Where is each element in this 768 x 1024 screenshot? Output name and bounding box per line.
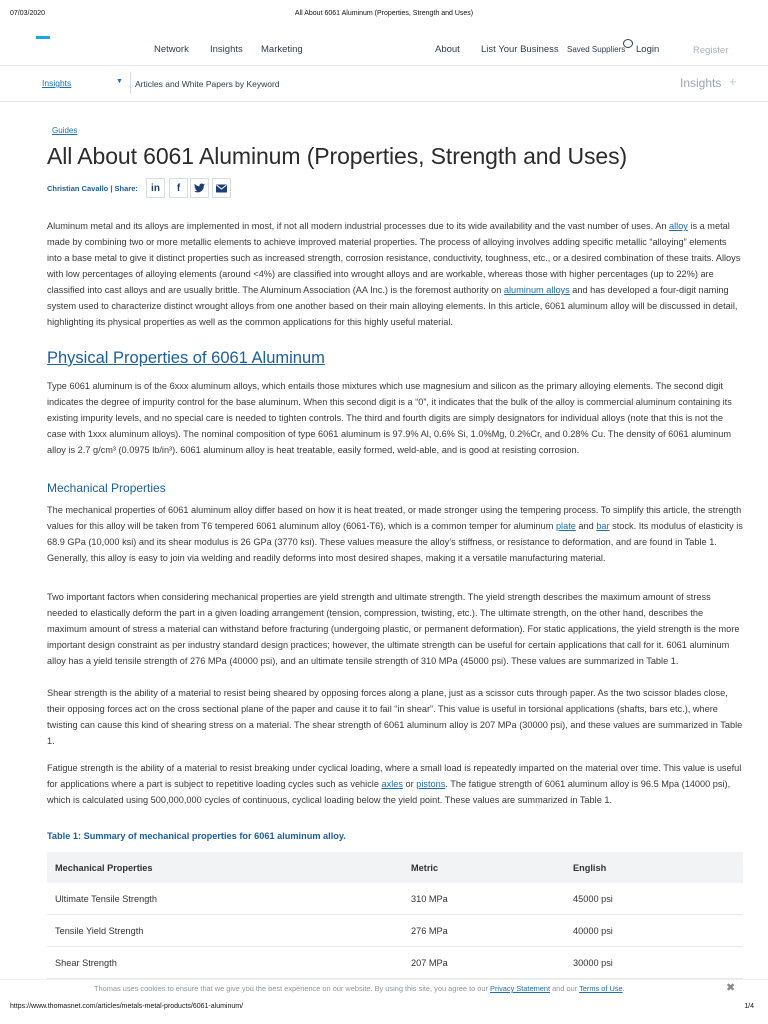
twitter-share-button[interactable]: [190, 178, 209, 198]
terms-of-use-link[interactable]: Terms of Use: [579, 984, 623, 993]
nav-saved-suppliers[interactable]: Saved Suppliers: [567, 45, 626, 54]
table-row: [47, 883, 743, 915]
mechanical-paragraph-4: [47, 760, 743, 808]
table-row: [47, 947, 743, 979]
chevron-down-icon[interactable]: ▼: [116, 78, 123, 85]
aluminum-alloys-link[interactable]: aluminum alloys: [503, 285, 570, 295]
table-header-cell: English: [573, 862, 607, 873]
cookie-and: and our: [550, 984, 580, 993]
mech-text-6: . The fatigue strength of 6061 aluminum alloy is 96.5 Mpa (14000 psi), which is calculated using 500,000,000 cycles of continuous, cyclical loading below the yield point. These values are summarized in Table 1.: [47, 779, 731, 805]
mechanical-paragraph-2: Two important factors when considering mechanical properties are yield strength and ultimate strength. The yield strength describes the maximum amount of stress needed to elastically deform the part in a given loading arrangement (tension, compression, twisting, etc.). The ultimate strength, on the other hand, describes the maximum amount of stress a material can withstand before fracturing (undergoing plastic, or permanent deformation). For static applications, the yield strength is the more important design constraint as per industry standard design practices; however, the ultimate strength can be useful for certain applications that call for it. 6061 aluminum alloy has a yield tensile strength of 276 MPa (40000 psi), and an ultimate tensile strength of 310 MPa (45000 psi). These values are summarized in Table 1.: [47, 592, 740, 666]
print-title: All About 6061 Aluminum (Properties, Strength and Uses): [294, 10, 474, 17]
email-share-button[interactable]: [212, 178, 231, 198]
intro-text-2: is a metal made by combining two or more metallic elements to achieve improved material properties. The process of alloying involves adding specific metallic “alloying” elements into a base metal to give it distinct properties such as increased strength, corrosion resistance, conductivity, toughness, etc., or a desired combination of these traits. Alloys with low percentages of alloying elements (around <4%) are classified into wrought alloys and are workable, whereas those with higher percentages (up to 22%) are classified into cast alloys and are usually brittle. The Aluminum Association (AA Inc.) is the foremost authority on: [47, 221, 741, 295]
intro-text-3: and has developed a four-digit naming system used to characterize distinct wrought alloys from one another based on their main alloying elements. In this article, 6061 aluminum alloy will be discussed in detail, highlighting its physical properties as well as the common applications for this highly useful material.: [47, 285, 738, 327]
facebook-icon: f: [176, 182, 181, 194]
nav-register[interactable]: Register: [693, 45, 729, 56]
plus-icon[interactable]: +: [729, 74, 737, 89]
privacy-statement-link[interactable]: Privacy Statement: [490, 984, 551, 993]
author-line: [47, 184, 138, 193]
table-cell: 310 MPa: [411, 893, 448, 904]
author-name[interactable]: Christian Cavallo: [47, 184, 109, 193]
mech-text-2: and: [575, 521, 597, 531]
table-cell: Tensile Yield Strength: [55, 925, 144, 936]
linkedin-share-button[interactable]: [146, 178, 165, 198]
cookie-message: [94, 984, 625, 993]
saved-count-icon: [623, 39, 633, 48]
nav-about[interactable]: About: [435, 44, 460, 55]
nav-network[interactable]: Network: [154, 44, 189, 55]
table-caption: Table 1: Summary of mechanical properties for 6061 aluminum alloy.: [47, 831, 346, 841]
nav-list-business[interactable]: List Your Business: [481, 44, 559, 55]
table-row: [47, 915, 743, 947]
table-cell: 207 MPa: [411, 957, 448, 968]
breadcrumb-guides[interactable]: Guides: [52, 126, 78, 135]
linkedin-icon: in: [151, 182, 160, 194]
properties-table: [47, 852, 743, 979]
mechanical-paragraph-1: [47, 502, 743, 566]
mech-text-1: The mechanical properties of 6061 aluminum alloy differ based on how it is heat treated, or made stronger using the tempering process. To simplify this article, the strength values for this alloy will be taken from T6 tempered 6061 aluminum alloy (6061-T6), which is a common temper for aluminum: [47, 505, 742, 531]
bar-link[interactable]: bar: [596, 521, 610, 531]
mechanical-properties-heading: Mechanical Properties: [47, 481, 166, 495]
table-cell: 45000 psi: [573, 893, 613, 904]
subnav-divider: [130, 72, 131, 94]
close-icon[interactable]: ✖: [726, 982, 736, 994]
nav-login[interactable]: Login: [636, 44, 660, 55]
table-header-row: [47, 852, 743, 883]
mech-text-5: or: [402, 779, 417, 789]
mech-text-3: stock. Its modulus of elasticity is 68.9 GPa (10,000 ksi) and its shear modulus is 26 GPa (3770 ksi). These values measure the alloy’s stiffness, or resistance to deformation, and are found in Table 1. Generally, this alloy is easy to join via welding and readily deforms into most desired shapes, making it a versatile manufacturing material.: [47, 521, 743, 563]
table-cell: Shear Strength: [55, 957, 117, 968]
pistons-link[interactable]: pistons: [416, 779, 446, 789]
site-logo[interactable]: [36, 36, 50, 39]
mechanical-paragraph-3: Shear strength is the ability of a material to resist being sheared by opposing forces along a plane, just as a scissor cuts through paper. As the two scissor blades close, their opposing forces act on the cross sectional plane of the paper and cause it to fail “in shear”. This value is useful in torsional applications (shafts, bars etc.), where twisting can cause this kind of shearing stress on a material. The shear strength of 6061 aluminum alloy is 207 MPa (30000 psi), and these values are summarized in Table 1.: [47, 688, 743, 746]
subnav-divider-bottom: [0, 101, 768, 102]
subnav-insights-dropdown[interactable]: Insights: [42, 78, 72, 88]
mech-text-4: Fatigue strength is the ability of a material to resist breaking under cyclical loading, where a small load is repeatedly imparted on the material over time. This value is useful for applications where a part is subject to repetitive loading cycles such as vehicle: [47, 763, 742, 789]
nav-divider: [0, 65, 768, 66]
twitter-icon: [194, 183, 205, 193]
print-page-number: 1/4: [744, 1003, 754, 1010]
nav-insights[interactable]: Insights: [210, 44, 243, 55]
table-header-cell: Metric: [411, 862, 439, 873]
page-title: All About 6061 Aluminum (Properties, Strength and Uses): [47, 143, 628, 169]
physical-paragraph: Type 6061 aluminum is of the 6xxx aluminum alloys, which entails those mixtures which use magnesium and silicon as the primary alloying elements. The second digit indicates the degree of impurity control for the base aluminum. When this second digit is a “0”, it indicates that the bulk of the alloy is commercial aluminum containing its existing impurity levels, and no special care is needed to tighten controls. The third and fourth digits are simply designators for individual alloys (note that this is not the case with 1xxx aluminum alloys). The nominal composition of type 6061 aluminum is 97.9% Al, 0.6% Si, 1.0%Mg, 0.2%Cr, and 0.28% Cu. The density of 6061 aluminum alloy is 2.7 g/cm³ (0.0975 lb/in³). 6061 aluminum alloy is heat treatable, easily formed, weld-able, and is good at resisting corrosion.: [47, 381, 732, 455]
intro-text-1: Aluminum metal and its alloys are implemented in most, if not all modern industrial processes due to its wide availability and the vast number of uses. An: [47, 221, 669, 231]
physical-properties-heading[interactable]: Physical Properties of 6061 Aluminum: [47, 349, 325, 367]
subnav-insights-label[interactable]: Insights: [680, 76, 722, 90]
table-cell: 40000 psi: [573, 925, 613, 936]
nav-marketing[interactable]: Marketing: [261, 44, 303, 55]
table-cell: Ultimate Tensile Strength: [55, 893, 157, 904]
table-cell: 30000 psi: [573, 957, 613, 968]
subnav-keyword-search[interactable]: Articles and White Papers by Keyword: [135, 79, 280, 89]
share-label: | Share:: [110, 184, 138, 193]
cookie-end: .: [622, 984, 625, 993]
facebook-share-button[interactable]: [169, 178, 188, 198]
email-icon: [216, 184, 227, 193]
alloy-link[interactable]: alloy: [669, 221, 688, 231]
table-header-cell: Mechanical Properties: [55, 862, 153, 873]
table-cell: 276 MPa: [411, 925, 448, 936]
cookie-text: Thomas uses cookies to ensure that we give you the best experience on our website. By using this site, you agree to our: [94, 984, 491, 993]
print-url: https://www.thomasnet.com/articles/metals-metal-products/6061-aluminum/: [10, 1003, 244, 1010]
print-date: 07/03/2020: [10, 10, 46, 17]
intro-paragraph: [47, 218, 743, 330]
axles-link[interactable]: axles: [381, 779, 403, 789]
plate-link[interactable]: plate: [555, 521, 576, 531]
